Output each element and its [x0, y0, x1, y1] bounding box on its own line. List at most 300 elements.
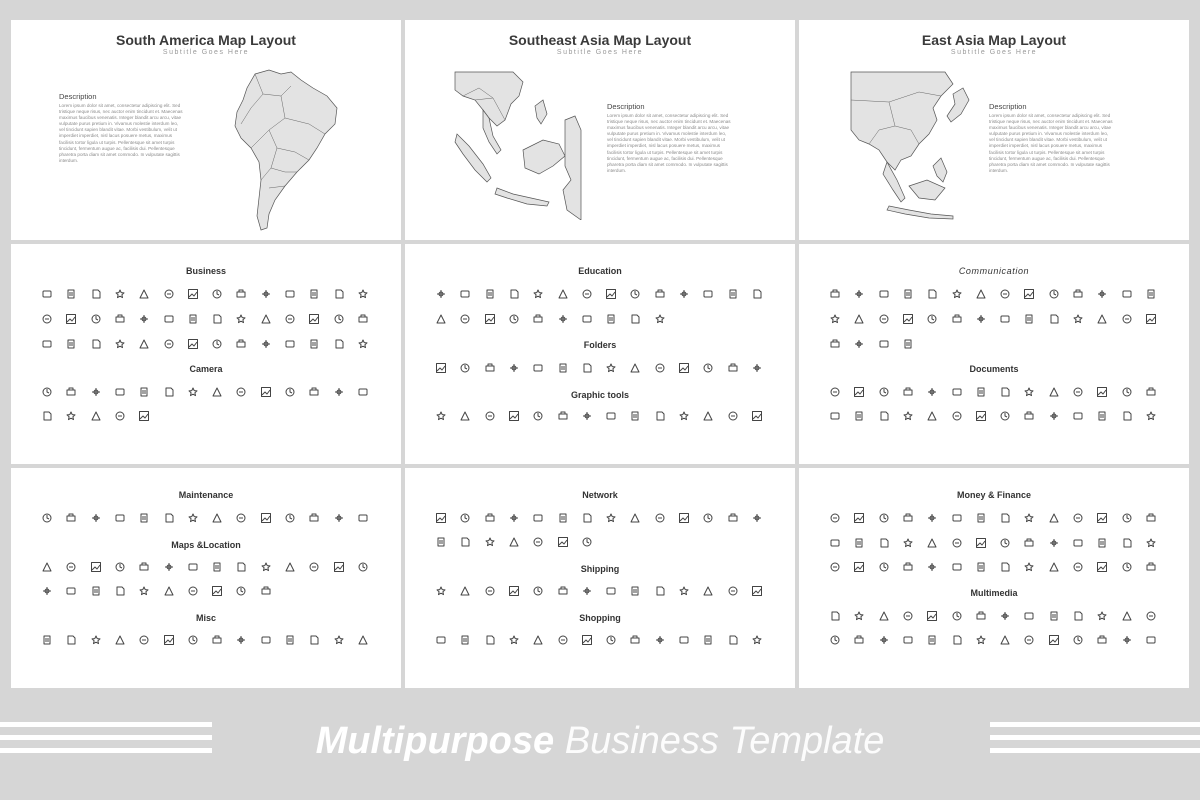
line-icon [65, 512, 77, 524]
line-icon [829, 288, 841, 300]
line-icon [1072, 313, 1084, 325]
line-icon [508, 536, 520, 548]
line-icon [951, 610, 963, 622]
line-icon [975, 410, 987, 422]
slide-subtitle: Subtitle Goes Here [556, 49, 644, 56]
line-icon [829, 561, 841, 573]
line-icon [484, 313, 496, 325]
line-icon [211, 386, 223, 398]
line-icon [853, 634, 865, 646]
line-icon [702, 288, 714, 300]
line-icon [508, 410, 520, 422]
line-icon [1096, 634, 1108, 646]
line-icon [187, 585, 199, 597]
line-icon [999, 512, 1011, 524]
line-icon [999, 386, 1011, 398]
line-icon [1072, 410, 1084, 422]
line-icon [435, 585, 447, 597]
line-icon [902, 512, 914, 524]
line-icon [260, 561, 272, 573]
line-icon [975, 634, 987, 646]
slide-southeast-asia-map [405, 20, 795, 240]
line-icon [902, 634, 914, 646]
line-icon [926, 288, 938, 300]
line-icon [1023, 634, 1035, 646]
line-icon [459, 536, 471, 548]
section-title-graphic-tools: Graphic tools [570, 390, 629, 400]
slide-subtitle: Subtitle Goes Here [162, 49, 250, 56]
line-icon [260, 288, 272, 300]
line-icon [1072, 634, 1084, 646]
line-icon [581, 410, 593, 422]
line-icon [1096, 313, 1108, 325]
line-icon [41, 561, 53, 573]
line-icon [678, 585, 690, 597]
slide-title: South America Map Layout [116, 32, 296, 48]
line-icon [727, 410, 739, 422]
line-icon [435, 288, 447, 300]
line-icon [459, 288, 471, 300]
line-icon [65, 410, 77, 422]
line-icon [459, 362, 471, 374]
line-icon [878, 386, 890, 398]
line-icon [926, 610, 938, 622]
description-title: Description [607, 102, 645, 111]
line-icon [459, 410, 471, 422]
slide-south-america-map [11, 20, 401, 240]
line-icon [235, 585, 247, 597]
line-icon [163, 561, 175, 573]
section-title-multimedia: Multimedia [970, 588, 1018, 598]
line-icon [853, 512, 865, 524]
description-title: Description [989, 102, 1027, 111]
section-title-shopping: Shopping [579, 613, 621, 623]
line-icon [1023, 288, 1035, 300]
line-icon [678, 362, 690, 374]
line-icon [1023, 410, 1035, 422]
slide-title: Southeast Asia Map Layout [508, 32, 692, 48]
footer-title-light: Business Template [564, 720, 885, 762]
line-icon [1048, 512, 1060, 524]
section-title-business: Business [185, 266, 227, 276]
line-icon [975, 537, 987, 549]
line-icon [90, 386, 102, 398]
line-icon [90, 313, 102, 325]
line-icon [605, 634, 617, 646]
line-icon [138, 634, 150, 646]
line-icon [878, 634, 890, 646]
line-icon [41, 386, 53, 398]
line-icon [1072, 386, 1084, 398]
line-icon [751, 410, 763, 422]
line-icon [999, 561, 1011, 573]
line-icon [1121, 634, 1133, 646]
slide-grid [11, 20, 1191, 688]
line-icon [308, 634, 320, 646]
line-icon [508, 288, 520, 300]
line-icon [902, 410, 914, 422]
line-icon [605, 288, 617, 300]
description-text: Lorem ipsum dolor sit amet, consectetur adipiscing elit. Sed tristique neque risus, nec auctor enim tincidunt et. Maecenas maximus faucibus venenatis. Integer blandit arcu arcu, vitae vulputate purus pretium in. Vivamus molestie interdum leo, vel tincidunt sapien blandit vitae. Morbi vestibulum, velit ut imperdiet imperdiet, nisl lacus posuere metus, maximus facilisis tortor ligula ut turpis. Pellentesque sit amet turpis tincidunt, fermentum augue ac, facilisis dui. Pellentesque pharetra porta diam sit amet commodo. In vulputate sagittis interdum. [607, 113, 731, 173]
line-icon [1023, 512, 1035, 524]
line-icon [853, 537, 865, 549]
line-icon [975, 561, 987, 573]
line-icon [951, 634, 963, 646]
line-icon [751, 288, 763, 300]
line-icon [163, 512, 175, 524]
line-icon [654, 362, 666, 374]
line-icon [902, 610, 914, 622]
line-icon [1145, 288, 1157, 300]
line-icon [878, 512, 890, 524]
section-title-maps-location: Maps &Location [171, 540, 241, 550]
line-icon [951, 537, 963, 549]
line-icon [41, 288, 53, 300]
section-title-communication: Communication [958, 266, 1030, 276]
section-title-shipping: Shipping [580, 564, 620, 574]
line-icon [727, 288, 739, 300]
line-icon [90, 410, 102, 422]
line-icon [999, 313, 1011, 325]
southeast-asia-map [453, 70, 583, 220]
line-icon [1096, 610, 1108, 622]
line-icon [532, 362, 544, 374]
line-icon [829, 512, 841, 524]
line-icon [357, 288, 369, 300]
description-title: Description [59, 92, 97, 101]
line-icon [629, 288, 641, 300]
line-icon [1145, 386, 1157, 398]
line-icon [284, 313, 296, 325]
line-icon [557, 362, 569, 374]
line-icon [138, 512, 150, 524]
line-icon [333, 561, 345, 573]
slide-maintenance-maps-misc-icons [11, 468, 401, 688]
line-icon [114, 288, 126, 300]
slide-money-multimedia-icons [799, 468, 1189, 688]
line-icon [357, 561, 369, 573]
line-icon [878, 338, 890, 350]
slide-title: East Asia Map Layout [921, 32, 1067, 48]
slide-network-shipping-shopping-icons [405, 468, 795, 688]
line-icon [532, 410, 544, 422]
line-icon [308, 288, 320, 300]
line-icon [853, 313, 865, 325]
line-icon [629, 362, 641, 374]
line-icon [90, 288, 102, 300]
line-icon [902, 561, 914, 573]
line-icon [308, 338, 320, 350]
line-icon [951, 313, 963, 325]
line-icon [235, 561, 247, 573]
footer-title [0, 720, 1200, 763]
line-icon [211, 634, 223, 646]
line-icon [1121, 537, 1133, 549]
slide-business-camera-icons [11, 244, 401, 464]
line-icon [41, 634, 53, 646]
line-icon [357, 512, 369, 524]
section-title-folders: Folders [583, 340, 617, 350]
line-icon [114, 634, 126, 646]
line-icon [532, 634, 544, 646]
line-icon [435, 362, 447, 374]
line-icon [211, 561, 223, 573]
line-icon [702, 585, 714, 597]
line-icon [211, 338, 223, 350]
line-icon [114, 338, 126, 350]
line-icon [605, 512, 617, 524]
line-icon [41, 313, 53, 325]
line-icon [1072, 288, 1084, 300]
line-icon [999, 634, 1011, 646]
line-icon [829, 313, 841, 325]
line-icon [1145, 610, 1157, 622]
line-icon [654, 585, 666, 597]
line-icon [65, 585, 77, 597]
line-icon [284, 386, 296, 398]
line-icon [975, 386, 987, 398]
line-icon [926, 537, 938, 549]
line-icon [853, 288, 865, 300]
line-icon [260, 512, 272, 524]
line-icon [1121, 512, 1133, 524]
line-icon [65, 313, 77, 325]
line-icon [629, 585, 641, 597]
line-icon [654, 410, 666, 422]
line-icon [187, 313, 199, 325]
line-icon [1048, 537, 1060, 549]
line-icon [532, 536, 544, 548]
line-icon [557, 585, 569, 597]
line-icon [187, 338, 199, 350]
line-icon [90, 512, 102, 524]
slide-communication-documents-icons [799, 244, 1189, 464]
line-icon [1048, 386, 1060, 398]
line-icon [187, 561, 199, 573]
line-icon [629, 410, 641, 422]
east-asia-map [849, 70, 973, 220]
line-icon [727, 362, 739, 374]
line-icon [284, 288, 296, 300]
line-icon [926, 512, 938, 524]
line-icon [926, 561, 938, 573]
line-icon [829, 338, 841, 350]
line-icon [1121, 288, 1133, 300]
line-icon [581, 585, 593, 597]
line-icon [1048, 410, 1060, 422]
line-icon [581, 288, 593, 300]
line-icon [727, 634, 739, 646]
line-icon [926, 386, 938, 398]
line-icon [951, 410, 963, 422]
line-icon [435, 313, 447, 325]
line-icon [435, 512, 447, 524]
line-icon [90, 561, 102, 573]
line-icon [605, 362, 617, 374]
line-icon [629, 512, 641, 524]
line-icon [751, 585, 763, 597]
line-icon [308, 386, 320, 398]
line-icon [1072, 610, 1084, 622]
line-icon [1145, 313, 1157, 325]
line-icon [557, 512, 569, 524]
line-icon [751, 362, 763, 374]
line-icon [1145, 537, 1157, 549]
line-icon [90, 585, 102, 597]
section-title-misc: Misc [195, 613, 216, 623]
line-icon [1048, 610, 1060, 622]
line-icon [1145, 561, 1157, 573]
line-icon [1072, 537, 1084, 549]
line-icon [1096, 512, 1108, 524]
line-icon [1096, 288, 1108, 300]
line-icon [235, 313, 247, 325]
line-icon [581, 512, 593, 524]
line-icon [829, 410, 841, 422]
line-icon [975, 512, 987, 524]
line-icon [484, 634, 496, 646]
line-icon [211, 585, 223, 597]
line-icon [1023, 610, 1035, 622]
line-icon [878, 610, 890, 622]
line-icon [654, 313, 666, 325]
line-icon [459, 634, 471, 646]
line-icon [41, 410, 53, 422]
line-icon [678, 512, 690, 524]
line-icon [459, 313, 471, 325]
description-text: Lorem ipsum dolor sit amet, consectetur adipiscing elit. Sed tristique neque risus, nec auctor enim tincidunt et. Maecenas maximus faucibus venenatis. Integer blandit arcu arcu, vitae vulputate purus pretium in. Vivamus molestie interdum leo, vel tincidunt sapien blandit vitae. Morbi vestibulum, velit ut imperdiet imperdiet, nisl lacus posuere metus, maximus facilisis tortor ligula ut turpis. Pellentesque sit amet turpis tincidunt, fermentum augue ac, facilisis dui. Pellentesque pharetra porta diam sit amet commodo. In vulputate sagittis interdum. [989, 113, 1113, 173]
line-icon [1121, 386, 1133, 398]
line-icon [1121, 410, 1133, 422]
line-icon [235, 512, 247, 524]
description-block [989, 102, 1113, 174]
line-icon [333, 288, 345, 300]
line-icon [727, 512, 739, 524]
south-america-map [229, 68, 341, 233]
line-icon [999, 410, 1011, 422]
line-icon [1145, 634, 1157, 646]
line-icon [751, 634, 763, 646]
line-icon [333, 512, 345, 524]
line-icon [284, 561, 296, 573]
line-icon [163, 313, 175, 325]
line-icon [484, 362, 496, 374]
section-title-education: Education [578, 266, 622, 276]
line-icon [1023, 537, 1035, 549]
line-icon [308, 561, 320, 573]
line-icon [702, 512, 714, 524]
line-icon [484, 410, 496, 422]
section-title-maintenance: Maintenance [178, 490, 234, 500]
line-icon [702, 362, 714, 374]
line-icon [829, 386, 841, 398]
line-icon [260, 313, 272, 325]
line-icon [1096, 386, 1108, 398]
line-icon [333, 634, 345, 646]
line-icon [532, 585, 544, 597]
line-icon [951, 512, 963, 524]
line-icon [1023, 313, 1035, 325]
line-icon [581, 313, 593, 325]
line-icon [235, 386, 247, 398]
line-icon [435, 410, 447, 422]
line-icon [235, 634, 247, 646]
line-icon [1096, 561, 1108, 573]
line-icon [65, 386, 77, 398]
line-icon [235, 338, 247, 350]
line-icon [581, 362, 593, 374]
line-icon [902, 313, 914, 325]
line-icon [853, 338, 865, 350]
line-icon [629, 313, 641, 325]
line-icon [557, 536, 569, 548]
line-icon [65, 338, 77, 350]
line-icon [508, 585, 520, 597]
line-icon [114, 512, 126, 524]
line-icon [163, 338, 175, 350]
line-icon [260, 634, 272, 646]
line-icon [163, 634, 175, 646]
line-icon [1145, 512, 1157, 524]
line-icon [308, 512, 320, 524]
section-title-camera: Camera [189, 364, 223, 374]
line-icon [727, 585, 739, 597]
line-icon [702, 634, 714, 646]
line-icon [557, 288, 569, 300]
line-icon [508, 313, 520, 325]
line-icon [951, 386, 963, 398]
line-icon [1121, 561, 1133, 573]
line-icon [65, 288, 77, 300]
line-icon [1048, 634, 1060, 646]
line-icon [605, 585, 617, 597]
line-icon [1121, 610, 1133, 622]
line-icon [629, 634, 641, 646]
line-icon [853, 610, 865, 622]
line-icon [1145, 410, 1157, 422]
line-icon [211, 288, 223, 300]
line-icon [678, 634, 690, 646]
line-icon [926, 410, 938, 422]
line-icon [678, 410, 690, 422]
line-icon [138, 585, 150, 597]
description-text: Lorem ipsum dolor sit amet, consectetur adipiscing elit. Sed tristique neque risus, nec auctor enim tincidunt et. Maecenas maximus faucibus venenatis. Integer blandit arcu arcu, vitae vulputate purus pretium in. Vivamus molestie interdum leo, vel tincidunt sapien blandit vitae. Morbi vestibulum, velit ut imperdiet imperdiet, nisl lacus posuere metus, maximus facilisis tortor ligula ut turpis. Pellentesque sit amet turpis tincidunt, fermentum augue ac, facilisis dui. Pellentesque pharetra porta diam sit amet commodo. In vulputate sagittis interdum. [59, 103, 183, 163]
line-icon [557, 313, 569, 325]
line-icon [878, 561, 890, 573]
line-icon [902, 288, 914, 300]
line-icon [1023, 386, 1035, 398]
line-icon [459, 512, 471, 524]
line-icon [484, 288, 496, 300]
line-icon [975, 610, 987, 622]
line-icon [187, 512, 199, 524]
line-icon [90, 634, 102, 646]
line-icon [138, 313, 150, 325]
line-icon [557, 634, 569, 646]
line-icon [878, 410, 890, 422]
section-title-network: Network [582, 490, 618, 500]
line-icon [138, 386, 150, 398]
slide-subtitle: Subtitle Goes Here [950, 49, 1038, 56]
line-icon [829, 610, 841, 622]
line-icon [678, 288, 690, 300]
line-icon [532, 288, 544, 300]
line-icon [999, 537, 1011, 549]
line-icon [41, 585, 53, 597]
line-icon [187, 634, 199, 646]
line-icon [235, 288, 247, 300]
line-icon [163, 288, 175, 300]
